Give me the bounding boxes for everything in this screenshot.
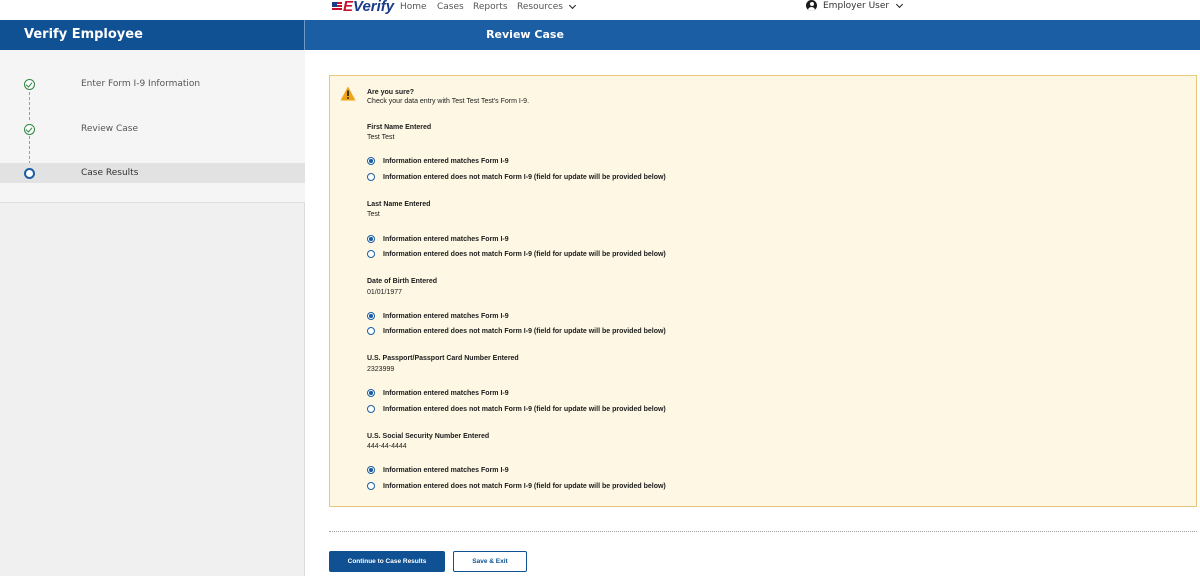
nav-reports-link[interactable]: Reports [473, 2, 508, 12]
radio-button-checked[interactable] [367, 466, 375, 474]
logo-verify-text: Verify [353, 0, 395, 15]
chevron-down-icon [569, 2, 576, 9]
sidebar [0, 50, 305, 576]
first-name-value: Test Test [367, 134, 395, 141]
warning-icon [340, 86, 356, 101]
user-name: Employer User [823, 0, 890, 11]
user-menu[interactable] [806, 0, 902, 11]
first-name-label: First Name Entered [367, 124, 432, 131]
divider [329, 531, 1197, 532]
last-name-value: Test [367, 211, 380, 218]
check-circle-icon [24, 124, 35, 135]
step-review-case [0, 119, 305, 139]
ssn-label: U.S. Social Security Number Entered [367, 433, 490, 440]
confirmation-alert [329, 75, 1197, 507]
radio-button-checked[interactable] [367, 389, 375, 397]
chevron-down-icon [896, 0, 903, 7]
passport-nomatch-option[interactable] [367, 405, 666, 413]
step-case-results [0, 163, 305, 183]
passport-value: 2323999 [367, 366, 395, 373]
radio-button[interactable] [367, 405, 375, 413]
progress-steps [0, 50, 305, 203]
radio-label: Information entered does not match Form I-9 (field for update will be provided below) [383, 482, 666, 490]
radio-label: Information entered matches Form I-9 [383, 466, 509, 474]
passport-label: U.S. Passport/Passport Card Number Entered [367, 355, 519, 362]
last-name-nomatch-option[interactable] [367, 250, 666, 258]
alert-title: Are you sure? [367, 89, 415, 96]
e-verify-logo[interactable] [332, 0, 394, 14]
radio-label: Information entered matches Form I-9 [383, 235, 509, 243]
radio-label: Information entered does not match Form I-9 (field for update will be provided below) [383, 405, 666, 413]
step-label: Enter Form I-9 Information [81, 79, 201, 89]
dob-label: Date of Birth Entered [367, 278, 438, 285]
continue-button[interactable]: Continue to Case Results [329, 551, 445, 572]
dob-value: 01/01/1977 [367, 289, 403, 296]
radio-label: Information entered does not match Form I-9 (field for update will be provided below) [383, 250, 666, 258]
first-name-match-option[interactable] [367, 157, 509, 165]
current-step-circle-icon [24, 168, 35, 179]
radio-label: Information entered does not match Form I-9 (field for update will be provided below) [383, 327, 666, 335]
radio-button-checked[interactable] [367, 235, 375, 243]
flag-icon [332, 2, 342, 11]
last-name-label: Last Name Entered [367, 201, 431, 208]
step-connector [29, 136, 30, 164]
user-icon [806, 0, 817, 11]
nav-resources-label: Resources [517, 2, 563, 12]
first-name-nomatch-option[interactable] [367, 173, 666, 181]
nav-resources-menu[interactable] [517, 2, 575, 12]
ssn-nomatch-option[interactable] [367, 482, 666, 490]
step-label: Review Case [81, 124, 138, 134]
dob-match-option[interactable] [367, 312, 509, 320]
nav-cases-link[interactable]: Cases [437, 2, 464, 12]
radio-button[interactable] [367, 327, 375, 335]
step-label: Case Results [81, 168, 139, 178]
radio-button[interactable] [367, 250, 375, 258]
step-connector [29, 92, 30, 120]
radio-label: Information entered matches Form I-9 [383, 157, 509, 165]
radio-button[interactable] [367, 482, 375, 490]
last-name-match-option[interactable] [367, 235, 509, 243]
nav-home-link[interactable]: Home [400, 2, 427, 12]
radio-button-checked[interactable] [367, 312, 375, 320]
ssn-match-option[interactable] [367, 466, 509, 474]
dob-nomatch-option[interactable] [367, 327, 666, 335]
step-enter-form [0, 74, 305, 94]
logo-e-text: E [343, 0, 354, 15]
ssn-value: 444-44-4444 [367, 443, 407, 450]
radio-label: Information entered matches Form I-9 [383, 312, 509, 320]
alert-subtitle: Check your data entry with Test Test Test's Form I-9. [367, 98, 530, 105]
radio-button-checked[interactable] [367, 157, 375, 165]
sidebar-title: Verify Employee [24, 27, 143, 42]
top-navigation [0, 0, 1200, 20]
passport-match-option[interactable] [367, 389, 509, 397]
radio-label: Information entered does not match Form I-9 (field for update will be provided below) [383, 173, 666, 181]
radio-label: Information entered matches Form I-9 [383, 389, 509, 397]
page-title: Review Case [486, 28, 564, 41]
save-exit-button[interactable]: Save & Exit [453, 551, 527, 572]
check-circle-icon [24, 79, 35, 90]
radio-button[interactable] [367, 173, 375, 181]
